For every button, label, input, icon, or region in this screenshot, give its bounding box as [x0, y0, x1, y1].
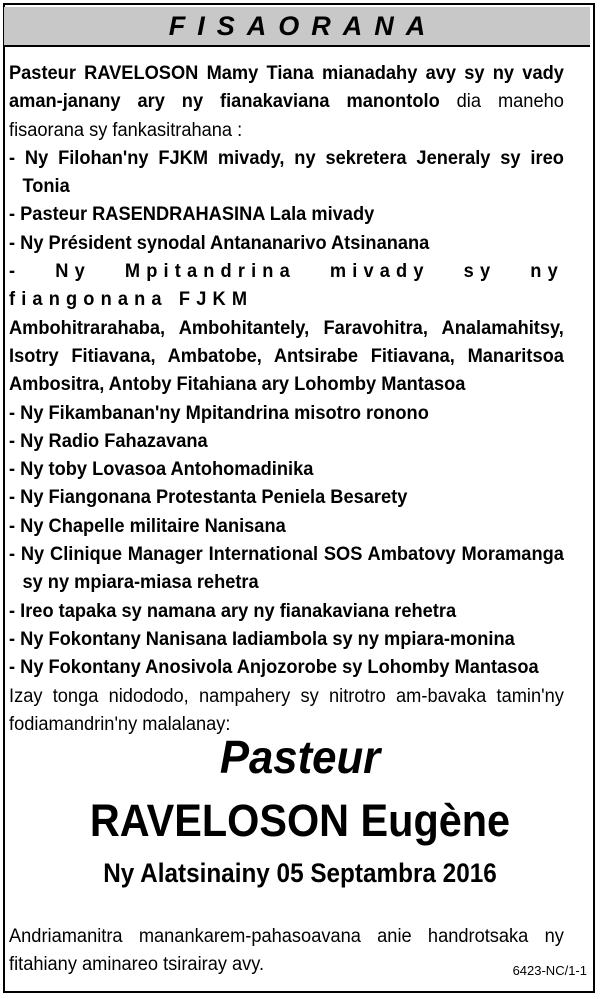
list-item: - Ny toby Lovasoa Antohomadinika: [9, 459, 314, 481]
outro-paragraph: Izay tonga nidododo, nampahery sy nitrotro am-bavaka tamin'ny fodiamandrin'ny malalanay:: [9, 685, 564, 735]
header-bar: [4, 7, 590, 47]
list-item: - Ny Filohan'ny FJKM mivady, ny sekretera Jeneraly sy ireo Tonia: [9, 147, 564, 198]
notice-body: [9, 60, 564, 739]
notice-title: FISAORANA: [168, 10, 438, 41]
intro-rest: dia maneho fisaorana sy fankasitrahana :: [9, 91, 564, 141]
list-item: - Ny Fokontany Anosivola Anjozorobe sy Lohomby Mantasoa: [9, 657, 539, 679]
list-item-continuation: Ambohitrarahaba, Ambohitantely, Faravohitra, Analamahitsy, Isotry Fitiavana, Ambatobe, Antsirabe Fitiavana, Manaritsoa Ambositra, Antoby Fitahiana ary Lohomby Mantasoa: [9, 317, 564, 396]
deceased-date: Ny Alatsinainy 05 Septambra 2016: [103, 858, 497, 888]
list-item: - Pasteur RASENDRAHASINA Lala mivady: [9, 204, 375, 226]
list-item: - Ny Mpitandrina mivady sy ny fiangonana FJKM: [9, 261, 564, 311]
list-item: - Ny Fikambanan'ny Mpitandrina misotro ronono: [9, 402, 429, 424]
reference-code: 6423-NC/1-1: [512, 963, 587, 978]
list-item: - Ny Radio Fahazavana: [9, 430, 208, 452]
list-item: - Ny Fiangonana Protestanta Peniela Besarety: [9, 487, 408, 509]
closing-paragraph: Andriamanitra manankarem-pahasoavana anie handrotsaka ny fitahiany aminareo tsirairay avy.: [9, 926, 564, 975]
list-item: - Ny Fokontany Nanisana Iadiambola sy ny mpiara-monina: [9, 628, 515, 650]
list-item: - Ireo tapaka sy namana ary ny fianakaviana rehetra: [9, 600, 457, 622]
intro-paragraph: [9, 60, 564, 145]
deceased-title: Pasteur: [219, 731, 381, 783]
list-item: - Ny Chapelle militaire Nanisana: [9, 515, 286, 537]
deceased-name: RAVELOSON Eugène: [89, 795, 511, 846]
list-item: - Ny Président synodal Antananarivo Atsinanana: [9, 232, 430, 254]
intro-bold: Pasteur RAVELOSON Mamy Tiana mianadahy avy sy ny vady aman-janany ary ny fianakaviana manontolo: [9, 63, 564, 113]
list-item: - Ny Clinique Manager International SOS Ambatovy Moramanga sy ny mpiara-miasa rehetra: [9, 544, 564, 594]
